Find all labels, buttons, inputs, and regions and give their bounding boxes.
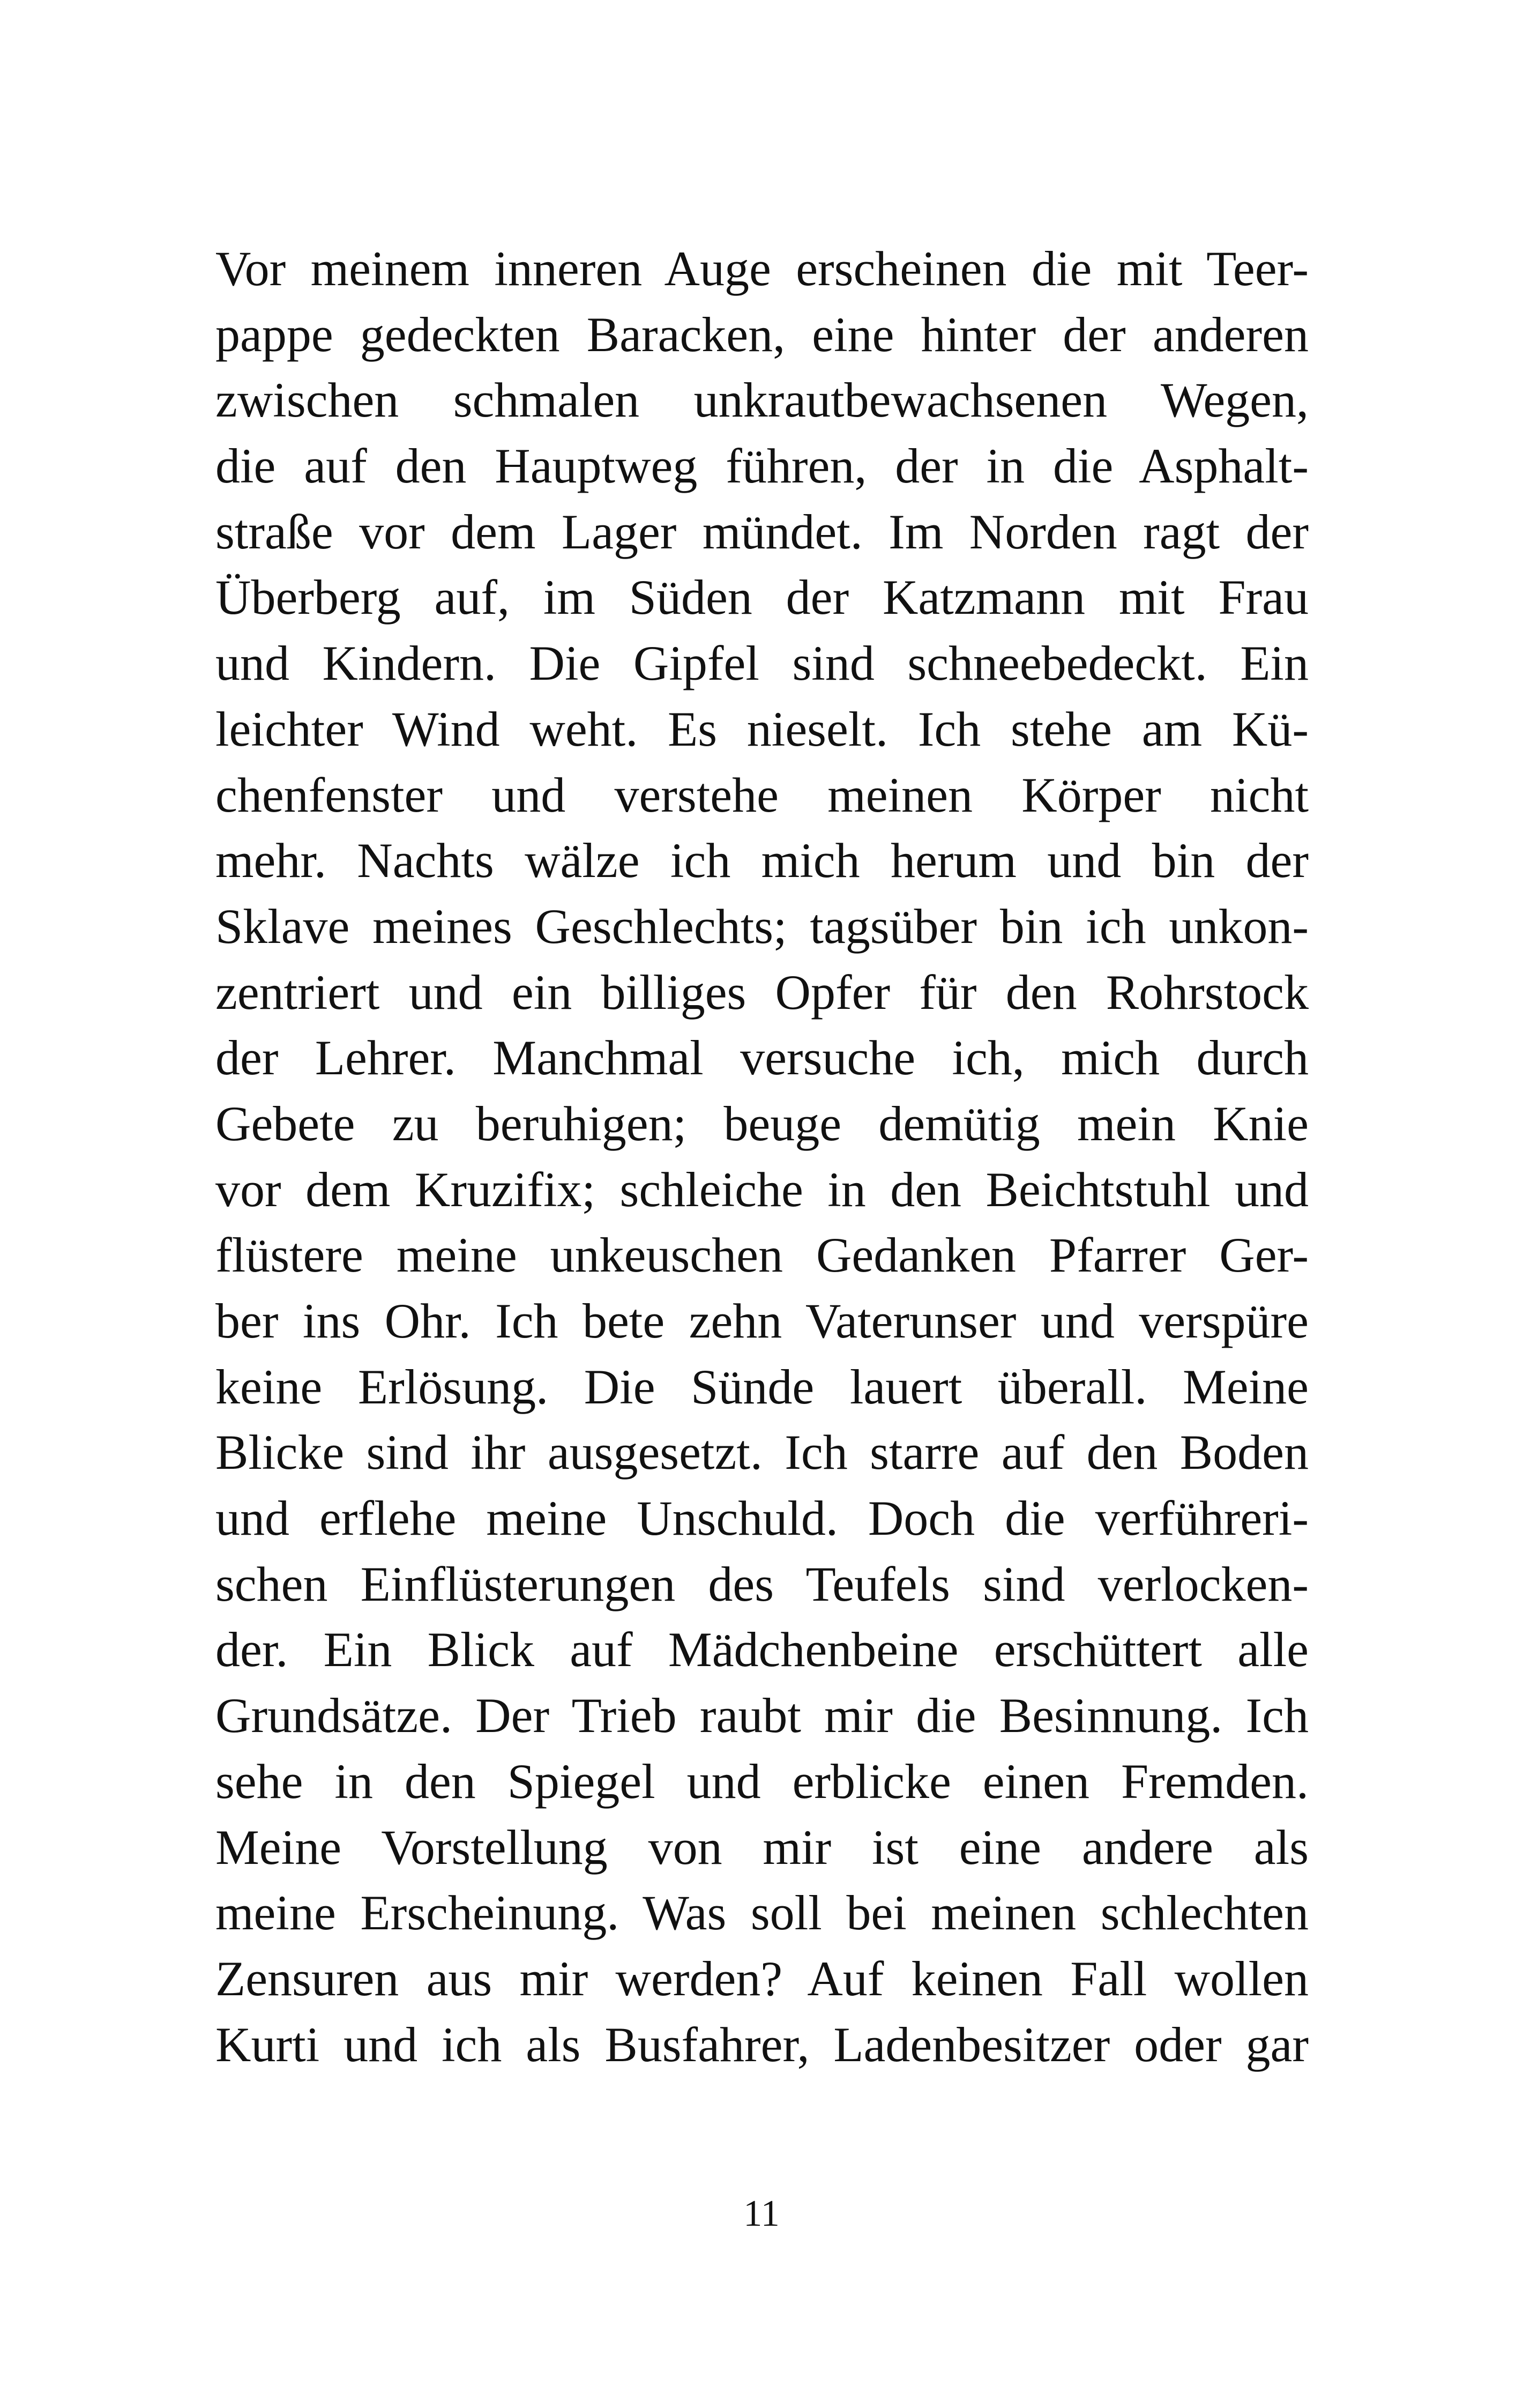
text-line: meine Erscheinung. Was soll bei meinen schlechten — [215, 1885, 1309, 1941]
text-line: und Kindern. Die Gipfel sind schneebedeckt. Ein — [215, 636, 1309, 691]
text-line: leichter Wind weht. Es nieselt. Ich stehe am Kü- — [215, 701, 1309, 756]
text-line: ber ins Ohr. Ich bete zehn Vaterunser und verspüre — [215, 1294, 1309, 1348]
text-line: mehr. Nachts wälze ich mich herum und bin der — [215, 833, 1309, 888]
text-line: straße vor dem Lager mündet. Im Norden ragt der — [215, 504, 1309, 559]
text-line: die auf den Hauptweg führen, der in die Asphalt- — [215, 439, 1309, 494]
text-line: Vor meinem inneren Auge erscheinen die mit Teer- — [215, 241, 1309, 296]
text-line: Gebete zu beruhigen; beuge demütig mein Knie — [215, 1096, 1309, 1151]
body-text — [215, 236, 1309, 2077]
text-line: Zensuren aus mir werden? Auf keinen Fall wollen — [215, 1951, 1309, 2006]
text-line: chenfenster und verstehe meinen Körper nicht — [215, 767, 1309, 822]
text-line: Kurti und ich als Busfahrer, Ladenbesitzer oder gar — [215, 2017, 1309, 2072]
text-line: der Lehrer. Manchmal versuche ich, mich durch — [215, 1030, 1309, 1086]
text-line: schen Einflüsterungen des Teufels sind verlocken- — [215, 1556, 1309, 1611]
text-line: flüstere meine unkeuschen Gedanken Pfarrer Ger- — [215, 1228, 1309, 1283]
text-line: Blicke sind ihr ausgesetzt. Ich starre auf den Boden — [215, 1425, 1309, 1480]
page-number: 11 — [743, 2193, 780, 2234]
text-line: sehe in den Spiegel und erblicke einen Fremden. — [215, 1753, 1309, 1809]
text-line: der. Ein Blick auf Mädchenbeine erschüttert alle — [215, 1622, 1309, 1677]
text-line: Meine Vorstellung von mir ist eine andere als — [215, 1819, 1309, 1875]
text-line: vor dem Kruzifix; schleiche in den Beichtstuhl und — [215, 1162, 1309, 1217]
text-line: und erflehe meine Unschuld. Doch die verführeri- — [215, 1491, 1309, 1546]
text-line: zwischen schmalen unkrautbewachsenen Wegen, — [215, 373, 1309, 428]
text-line: Sklave meines Geschlechts; tagsüber bin ich unkon- — [215, 898, 1309, 954]
text-line: zentriert und ein billiges Opfer für den Rohrstock — [215, 964, 1309, 1020]
text-line: Überberg auf, im Süden der Katzmann mit Frau — [215, 570, 1309, 625]
text-line: keine Erlösung. Die Sünde lauert überall. Meine — [215, 1359, 1309, 1414]
text-line: pappe gedeckten Baracken, eine hinter der anderen — [215, 307, 1309, 362]
text-line: Grundsätze. Der Trieb raubt mir die Besinnung. Ich — [215, 1688, 1309, 1743]
